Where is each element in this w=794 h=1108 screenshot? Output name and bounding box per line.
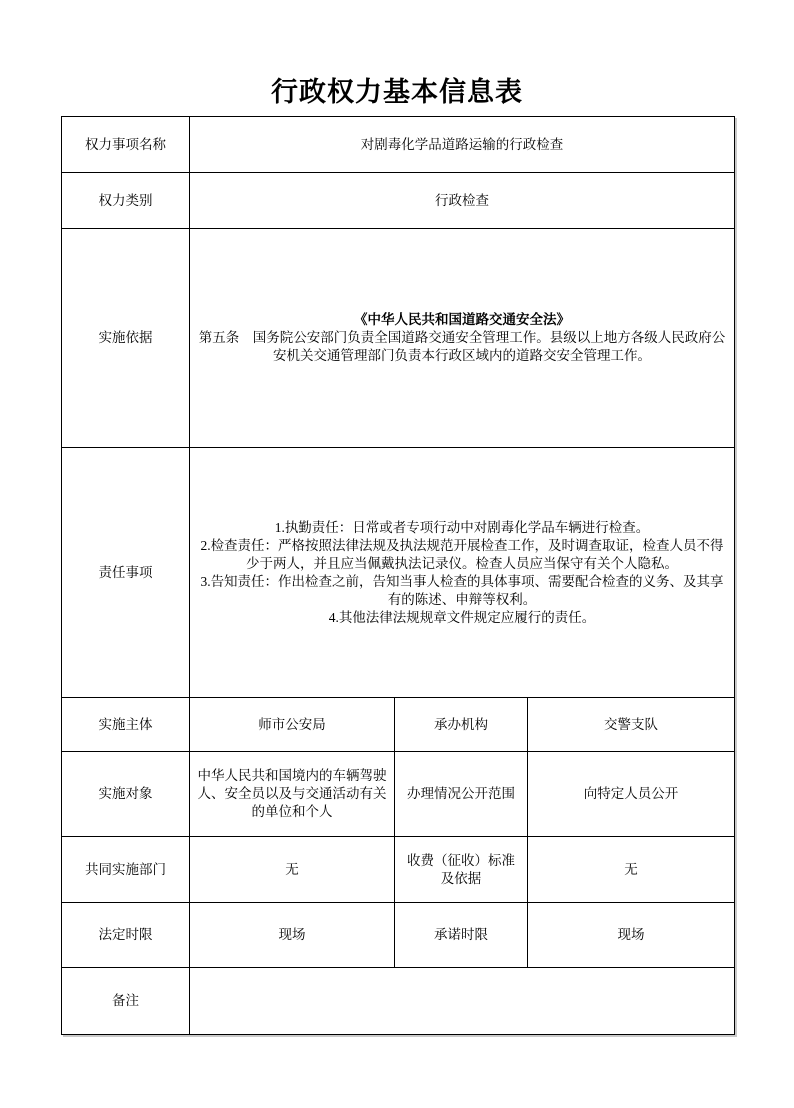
responsibility-item: 3.告知责任：作出检查之前，告知当事人检查的具体事项、需要配合检查的义务、及其享有的陈述、申辩等权利。: [200, 573, 724, 607]
responsibility-label-cell: 责任事项: [62, 448, 190, 698]
power-name-label-cell: 权力事项名称: [62, 117, 190, 173]
promised-limit-label-cell: 承诺时限: [395, 903, 528, 968]
power-category-label-cell: 权力类别: [62, 173, 190, 229]
undertaking-agency-label-cell: 承办机构: [395, 698, 528, 752]
implementation-target-value-cell: 中华人民共和国境内的车辆驾驶人、安全员以及与交通活动有关的单位和个人: [190, 752, 395, 837]
implementation-basis-value-cell: [190, 229, 735, 448]
implementation-target-label-cell: 实施对象: [62, 752, 190, 837]
row-power-category: [62, 173, 735, 229]
row-power-name: [62, 117, 735, 173]
disclosure-scope-value-cell: 向特定人员公开: [528, 752, 735, 837]
joint-departments-label-cell: 共同实施部门: [62, 837, 190, 903]
implementing-subject-label-cell: 实施主体: [62, 698, 190, 752]
responsibility-item: 2.检查责任：严格按照法律法规及执法规范开展检查工作，及时调查取证，检查人员不得少于两人，并且应当佩戴执法记录仪。检查人员应当保守有关个人隐私。: [200, 537, 724, 571]
info-table: [61, 116, 735, 1035]
fee-standard-value-cell: 无: [528, 837, 735, 903]
row-statutory-limit: [62, 903, 735, 968]
law-title-text: 《中华人民共和国道路交通安全法》: [354, 312, 570, 327]
responsibility-value-cell: [190, 448, 735, 698]
law-body-text: 第五条 国务院公安部门负责全国道路交通安全管理工作。县级以上地方各级人民政府公安机关交通管理部门负责本行政区域内的道路交安全管理工作。: [198, 330, 726, 363]
row-implementing-subject: [62, 698, 735, 752]
row-joint-departments: [62, 837, 735, 903]
statutory-limit-value-cell: 现场: [190, 903, 395, 968]
power-category-value-cell: 行政检查: [190, 173, 735, 229]
responsibility-item: 1.执勤责任：日常或者专项行动中对剧毒化学品车辆进行检查。: [274, 519, 650, 535]
remarks-label-cell: 备注: [62, 968, 190, 1035]
power-name-value-cell: 对剧毒化学品道路运输的行政检查: [190, 117, 735, 173]
implementing-subject-value-cell: 师市公安局: [190, 698, 395, 752]
statutory-limit-label-cell: 法定时限: [62, 903, 190, 968]
row-responsibility: [62, 448, 735, 698]
row-remarks: [62, 968, 735, 1035]
fee-standard-label-cell: 收费（征收）标准及依据: [395, 837, 528, 903]
undertaking-agency-value-cell: 交警支队: [528, 698, 735, 752]
remarks-value-cell: [190, 968, 735, 1035]
promised-limit-value-cell: 现场: [528, 903, 735, 968]
joint-departments-value-cell: 无: [190, 837, 395, 903]
implementation-basis-label-cell: 实施依据: [62, 229, 190, 448]
disclosure-scope-label-cell: 办理情况公开范围: [395, 752, 528, 837]
row-implementation-basis: [62, 229, 735, 448]
page-title: 行政权力基本信息表: [271, 77, 523, 107]
row-implementation-target: [62, 752, 735, 837]
responsibility-item: 4.其他法律法规规章文件规定应履行的责任。: [328, 609, 596, 625]
